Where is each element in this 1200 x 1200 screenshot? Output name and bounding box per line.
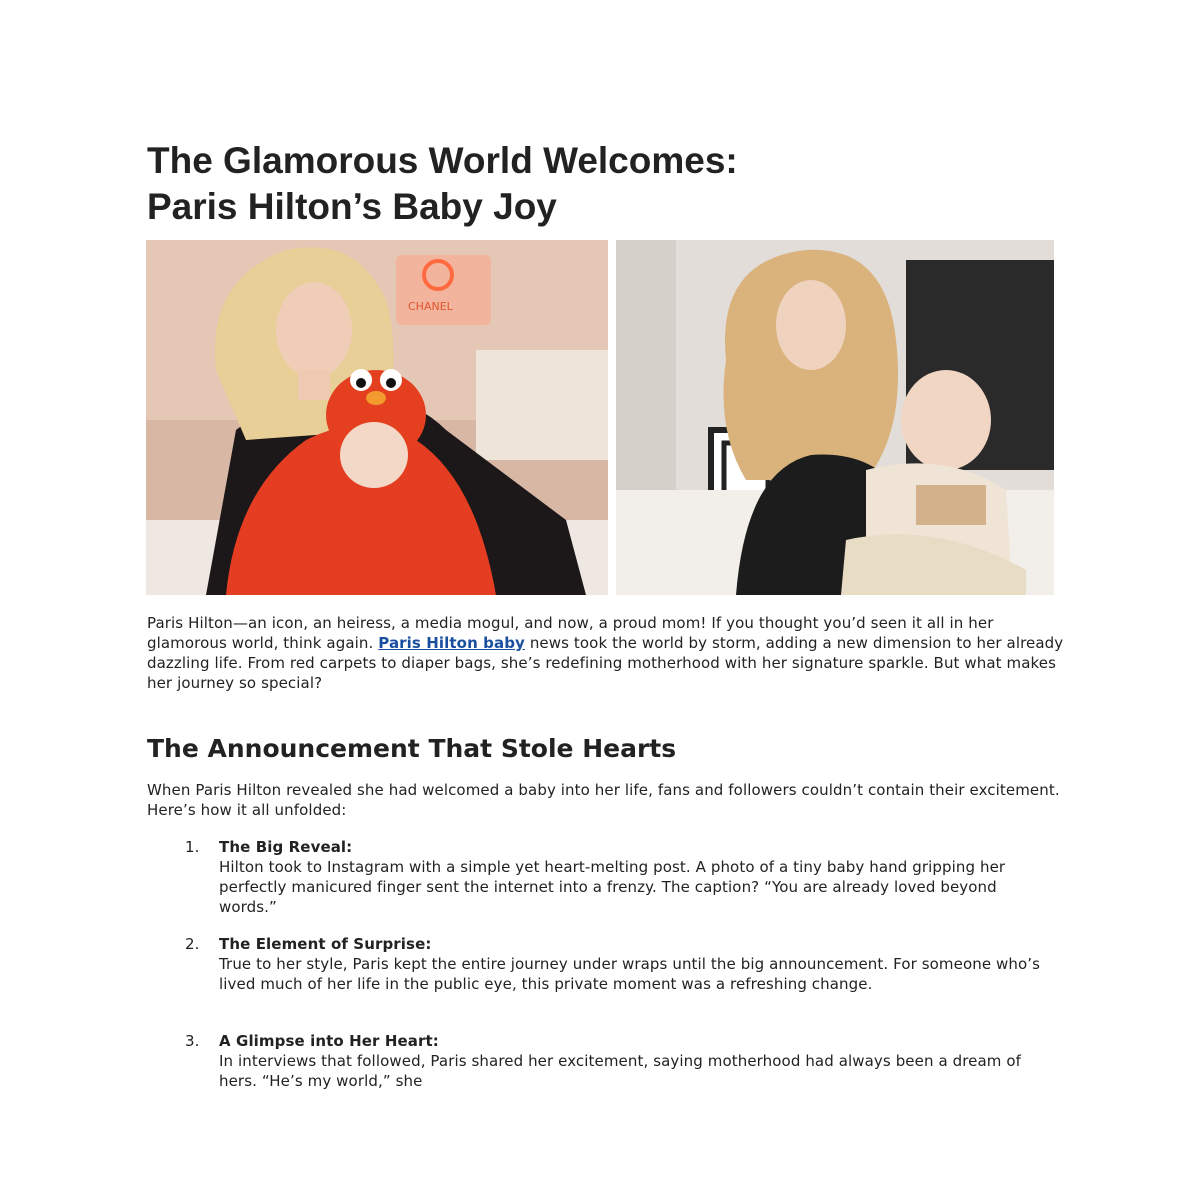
list-item xyxy=(185,837,1055,917)
intro-text-before-link: Paris Hilton—an icon, an heiress, a media mogul, and now, a proud mom! If you thought you’d seen it all in her glamorous world, think again. xyxy=(147,614,994,652)
title-line-2: Paris Hilton’s Baby Joy xyxy=(147,186,557,227)
photo-left-illustration xyxy=(146,240,608,595)
section-lead-paragraph: When Paris Hilton revealed she had welcomed a baby into her life, fans and followers couldn’t contain their excitement. Here’s how it all unfolded: xyxy=(147,781,1060,819)
list-item xyxy=(185,934,1055,994)
list-item-title: The Element of Surprise: xyxy=(219,935,432,953)
list-item-title: The Big Reveal: xyxy=(219,838,353,856)
list-item-content xyxy=(219,1031,1055,1091)
photo-mother-with-baby-in-red-costume xyxy=(146,240,608,595)
list-item-title: A Glimpse into Her Heart: xyxy=(219,1032,439,1050)
title-line-1: The Glamorous World Welcomes: xyxy=(147,140,738,181)
section-heading: The Announcement That Stole Hearts xyxy=(147,734,677,763)
photo-collage xyxy=(146,240,1054,595)
photo-mother-with-baby-on-sofa xyxy=(616,240,1054,595)
article-title xyxy=(147,138,1067,230)
list-item xyxy=(185,1031,1055,1091)
intro-text-after-link: news took the world by storm, adding a new dimension to her already dazzling life. From red carpets to diaper bags, she’s redefining motherhood with her signature sparkle. But what makes her journey so special? xyxy=(147,634,1064,692)
list-item-number: 3. xyxy=(185,1032,200,1050)
list-item-text: True to her style, Paris kept the entire journey under wraps until the big announcement. For someone who’s lived much of her life in the public eye, this private moment was a refreshing change. xyxy=(219,955,1041,993)
photo-right-illustration xyxy=(616,240,1054,595)
list-item-content xyxy=(219,837,1055,917)
intro-paragraph xyxy=(147,613,1067,693)
list-item-number: 2. xyxy=(185,935,200,953)
list-item-content xyxy=(219,934,1055,994)
list-item-text: Hilton took to Instagram with a simple yet heart-melting post. A photo of a tiny baby hand gripping her perfectly manicured finger sent the internet into a frenzy. The caption? “You are already loved beyond words.” xyxy=(219,858,1006,916)
list-item-text: In interviews that followed, Paris shared her excitement, saying motherhood had always been a dream of hers. “He’s my world,” she xyxy=(219,1052,1022,1090)
neon-sign-text: CHANEL xyxy=(408,300,453,313)
list-item-number: 1. xyxy=(185,838,200,856)
paris-hilton-baby-link[interactable]: Paris Hilton baby xyxy=(378,634,525,652)
